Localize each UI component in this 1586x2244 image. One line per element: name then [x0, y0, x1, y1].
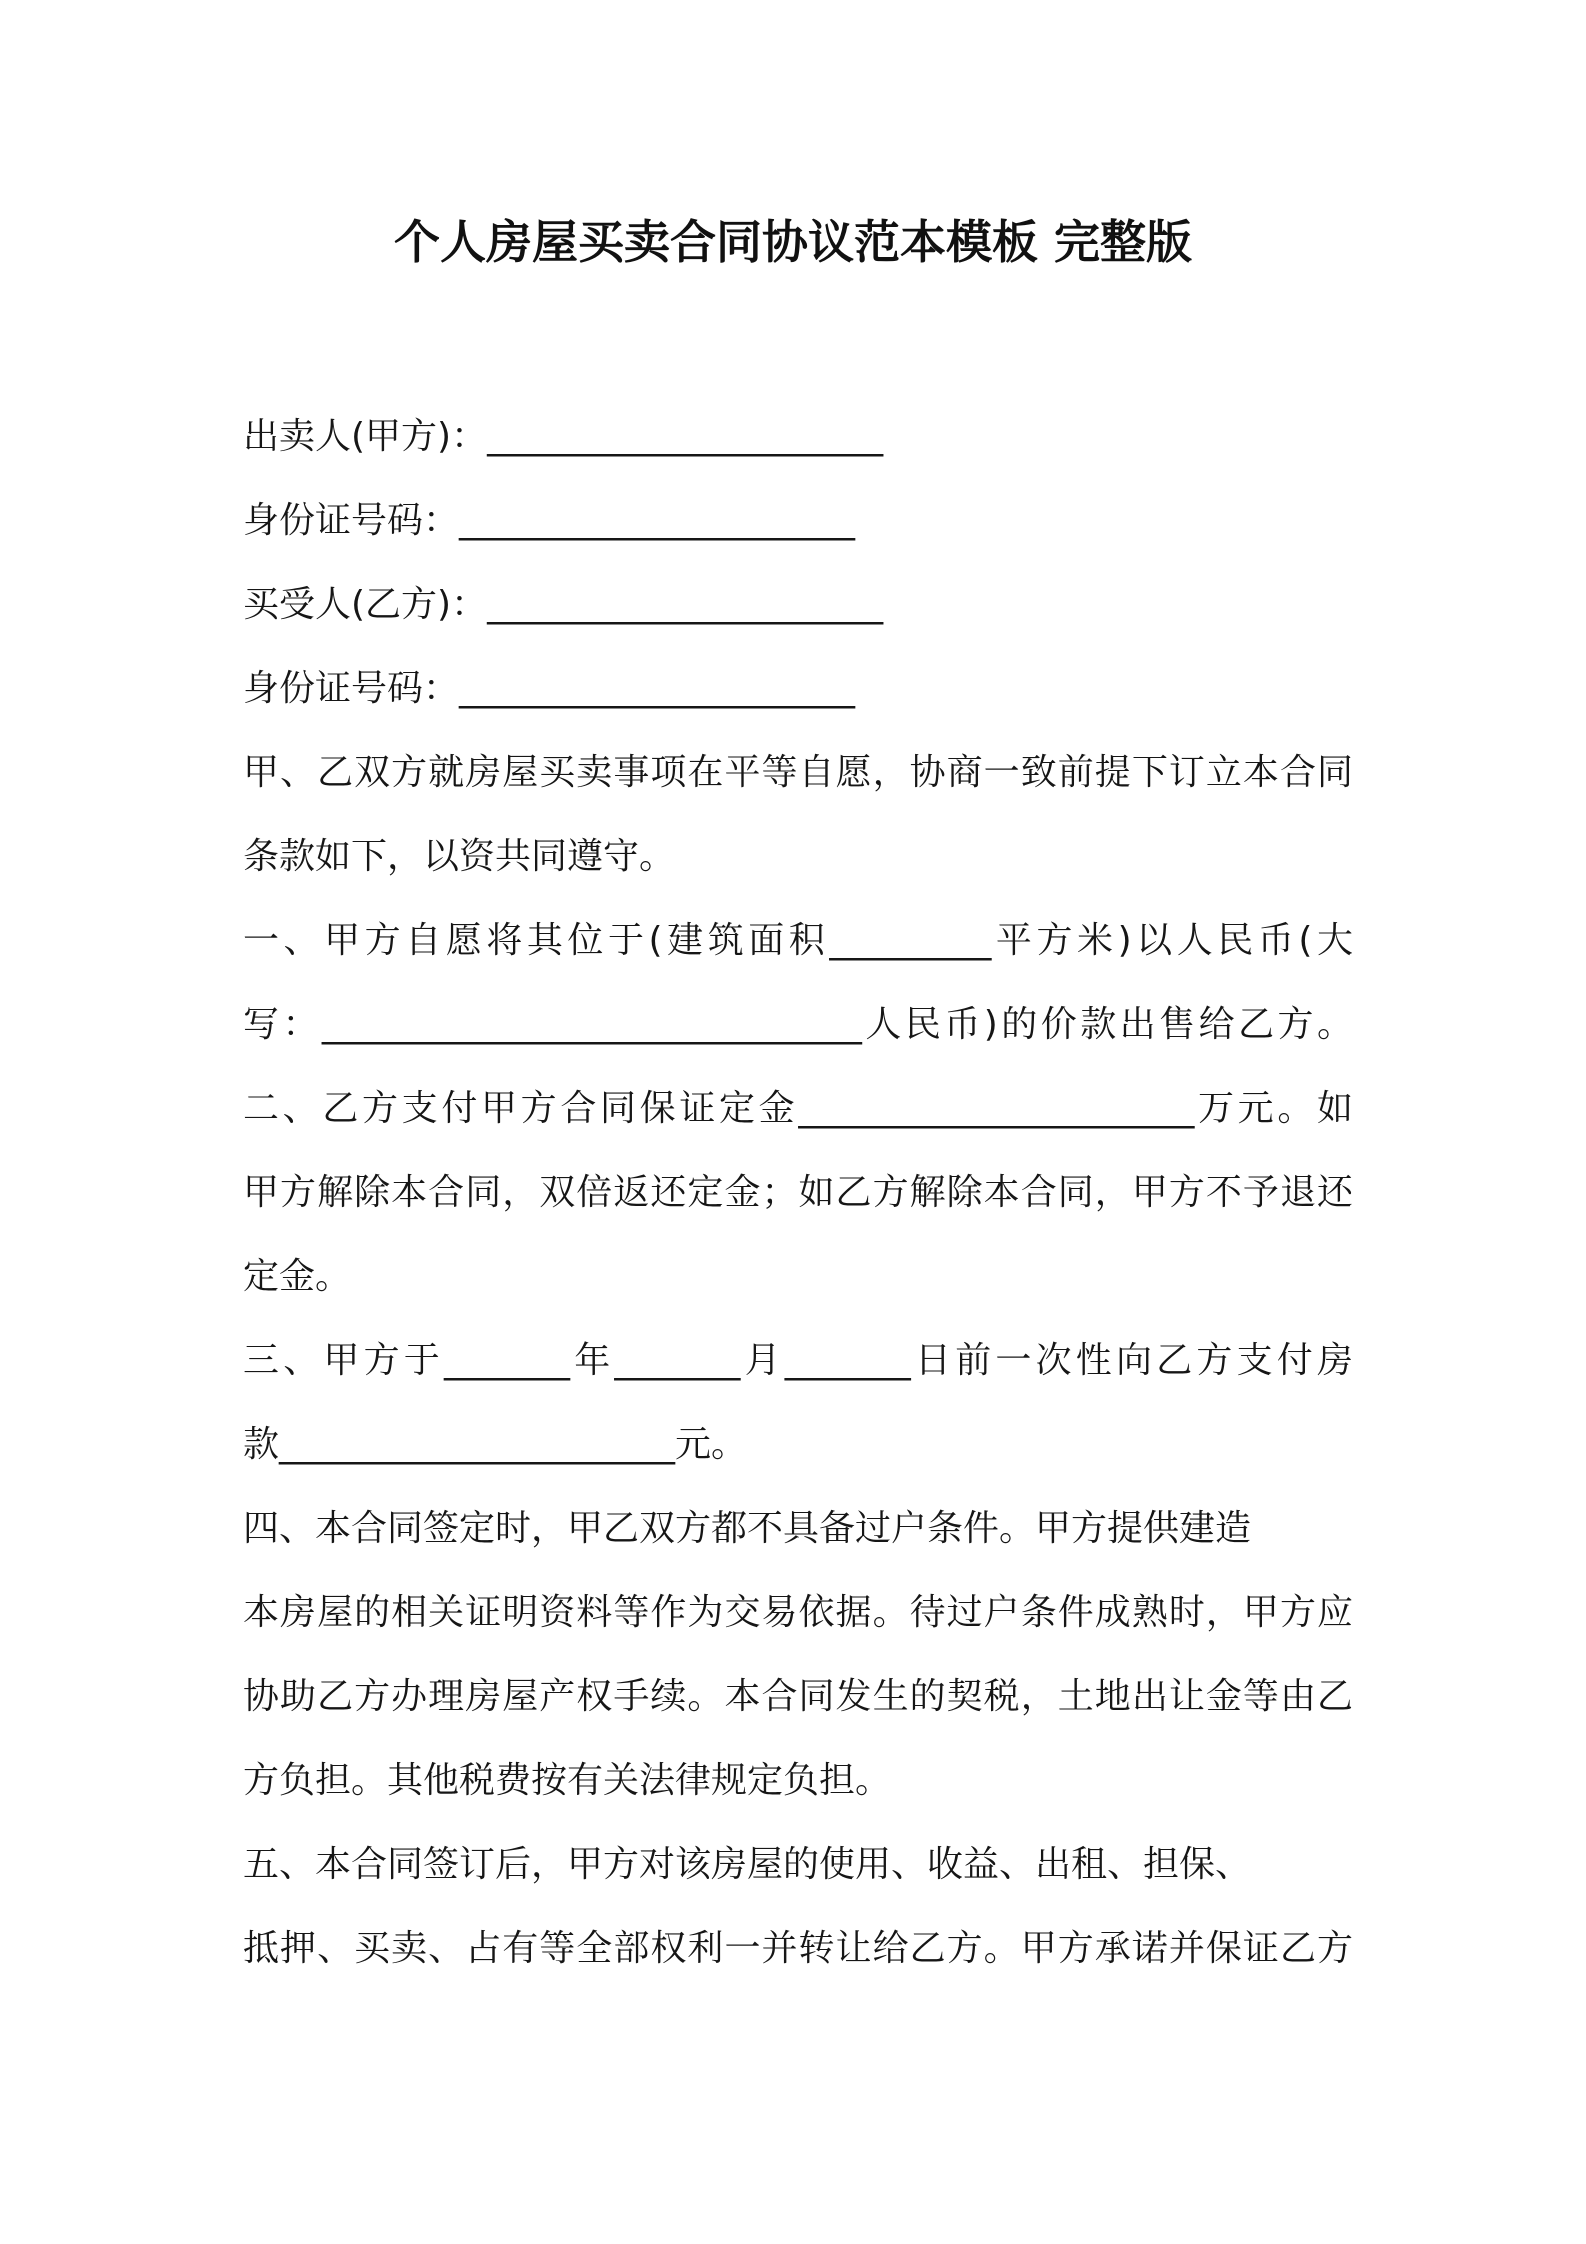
clause-5-line-2: 抵押、买卖、占有等全部权利一并转让给乙方。甲方承诺并保证乙方 [243, 1928, 1353, 1969]
clause-3-line-2: 款______________________元。 [243, 1424, 748, 1465]
buyer-field-line: 买受人(乙方)：______________________ [243, 584, 884, 625]
clause-1-line-1: 一、甲方自愿将其位于(建筑面积_________平方米)以人民币(大 [243, 920, 1353, 961]
clause-1-line-2: 写：______________________________人民币)的价款出售给乙方。 [243, 1004, 1353, 1045]
clause-4-line-1: 四、本合同签定时，甲乙双方都不具备过户条件。甲方提供建造 [243, 1508, 1252, 1549]
document-title: 个人房屋买卖合同协议范本模板 完整版 [393, 215, 1192, 269]
clause-2-line-3: 定金。 [243, 1256, 352, 1297]
clause-2-line-2: 甲方解除本合同，双倍返还定金；如乙方解除本合同，甲方不予退还 [243, 1172, 1353, 1213]
clause-5-line-1: 五、本合同签订后，甲方对该房屋的使用、收益、出租、担保、 [243, 1844, 1252, 1885]
preamble-line-1: 甲、乙双方就房屋买卖事项在平等自愿，协商一致前提下订立本合同 [243, 752, 1353, 793]
clause-2-line-1: 二、乙方支付甲方合同保证定金______________________万元。如 [243, 1088, 1353, 1129]
seller-field-line: 出卖人(甲方)：______________________ [243, 416, 884, 457]
seller-id-field-line: 身份证号码：______________________ [243, 500, 856, 541]
buyer-id-field-line: 身份证号码：______________________ [243, 668, 856, 709]
clause-4-line-3: 协助乙方办理房屋产权手续。本合同发生的契税，土地出让金等由乙 [243, 1676, 1353, 1717]
preamble-line-2: 条款如下，以资共同遵守。 [243, 836, 676, 877]
clause-3-line-1: 三、甲方于_______年_______月_______日前一次性向乙方支付房 [243, 1340, 1353, 1381]
clause-4-line-4: 方负担。其他税费按有关法律规定负担。 [243, 1760, 892, 1801]
clause-4-line-2: 本房屋的相关证明资料等作为交易依据。待过户条件成熟时，甲方应 [243, 1592, 1353, 1633]
